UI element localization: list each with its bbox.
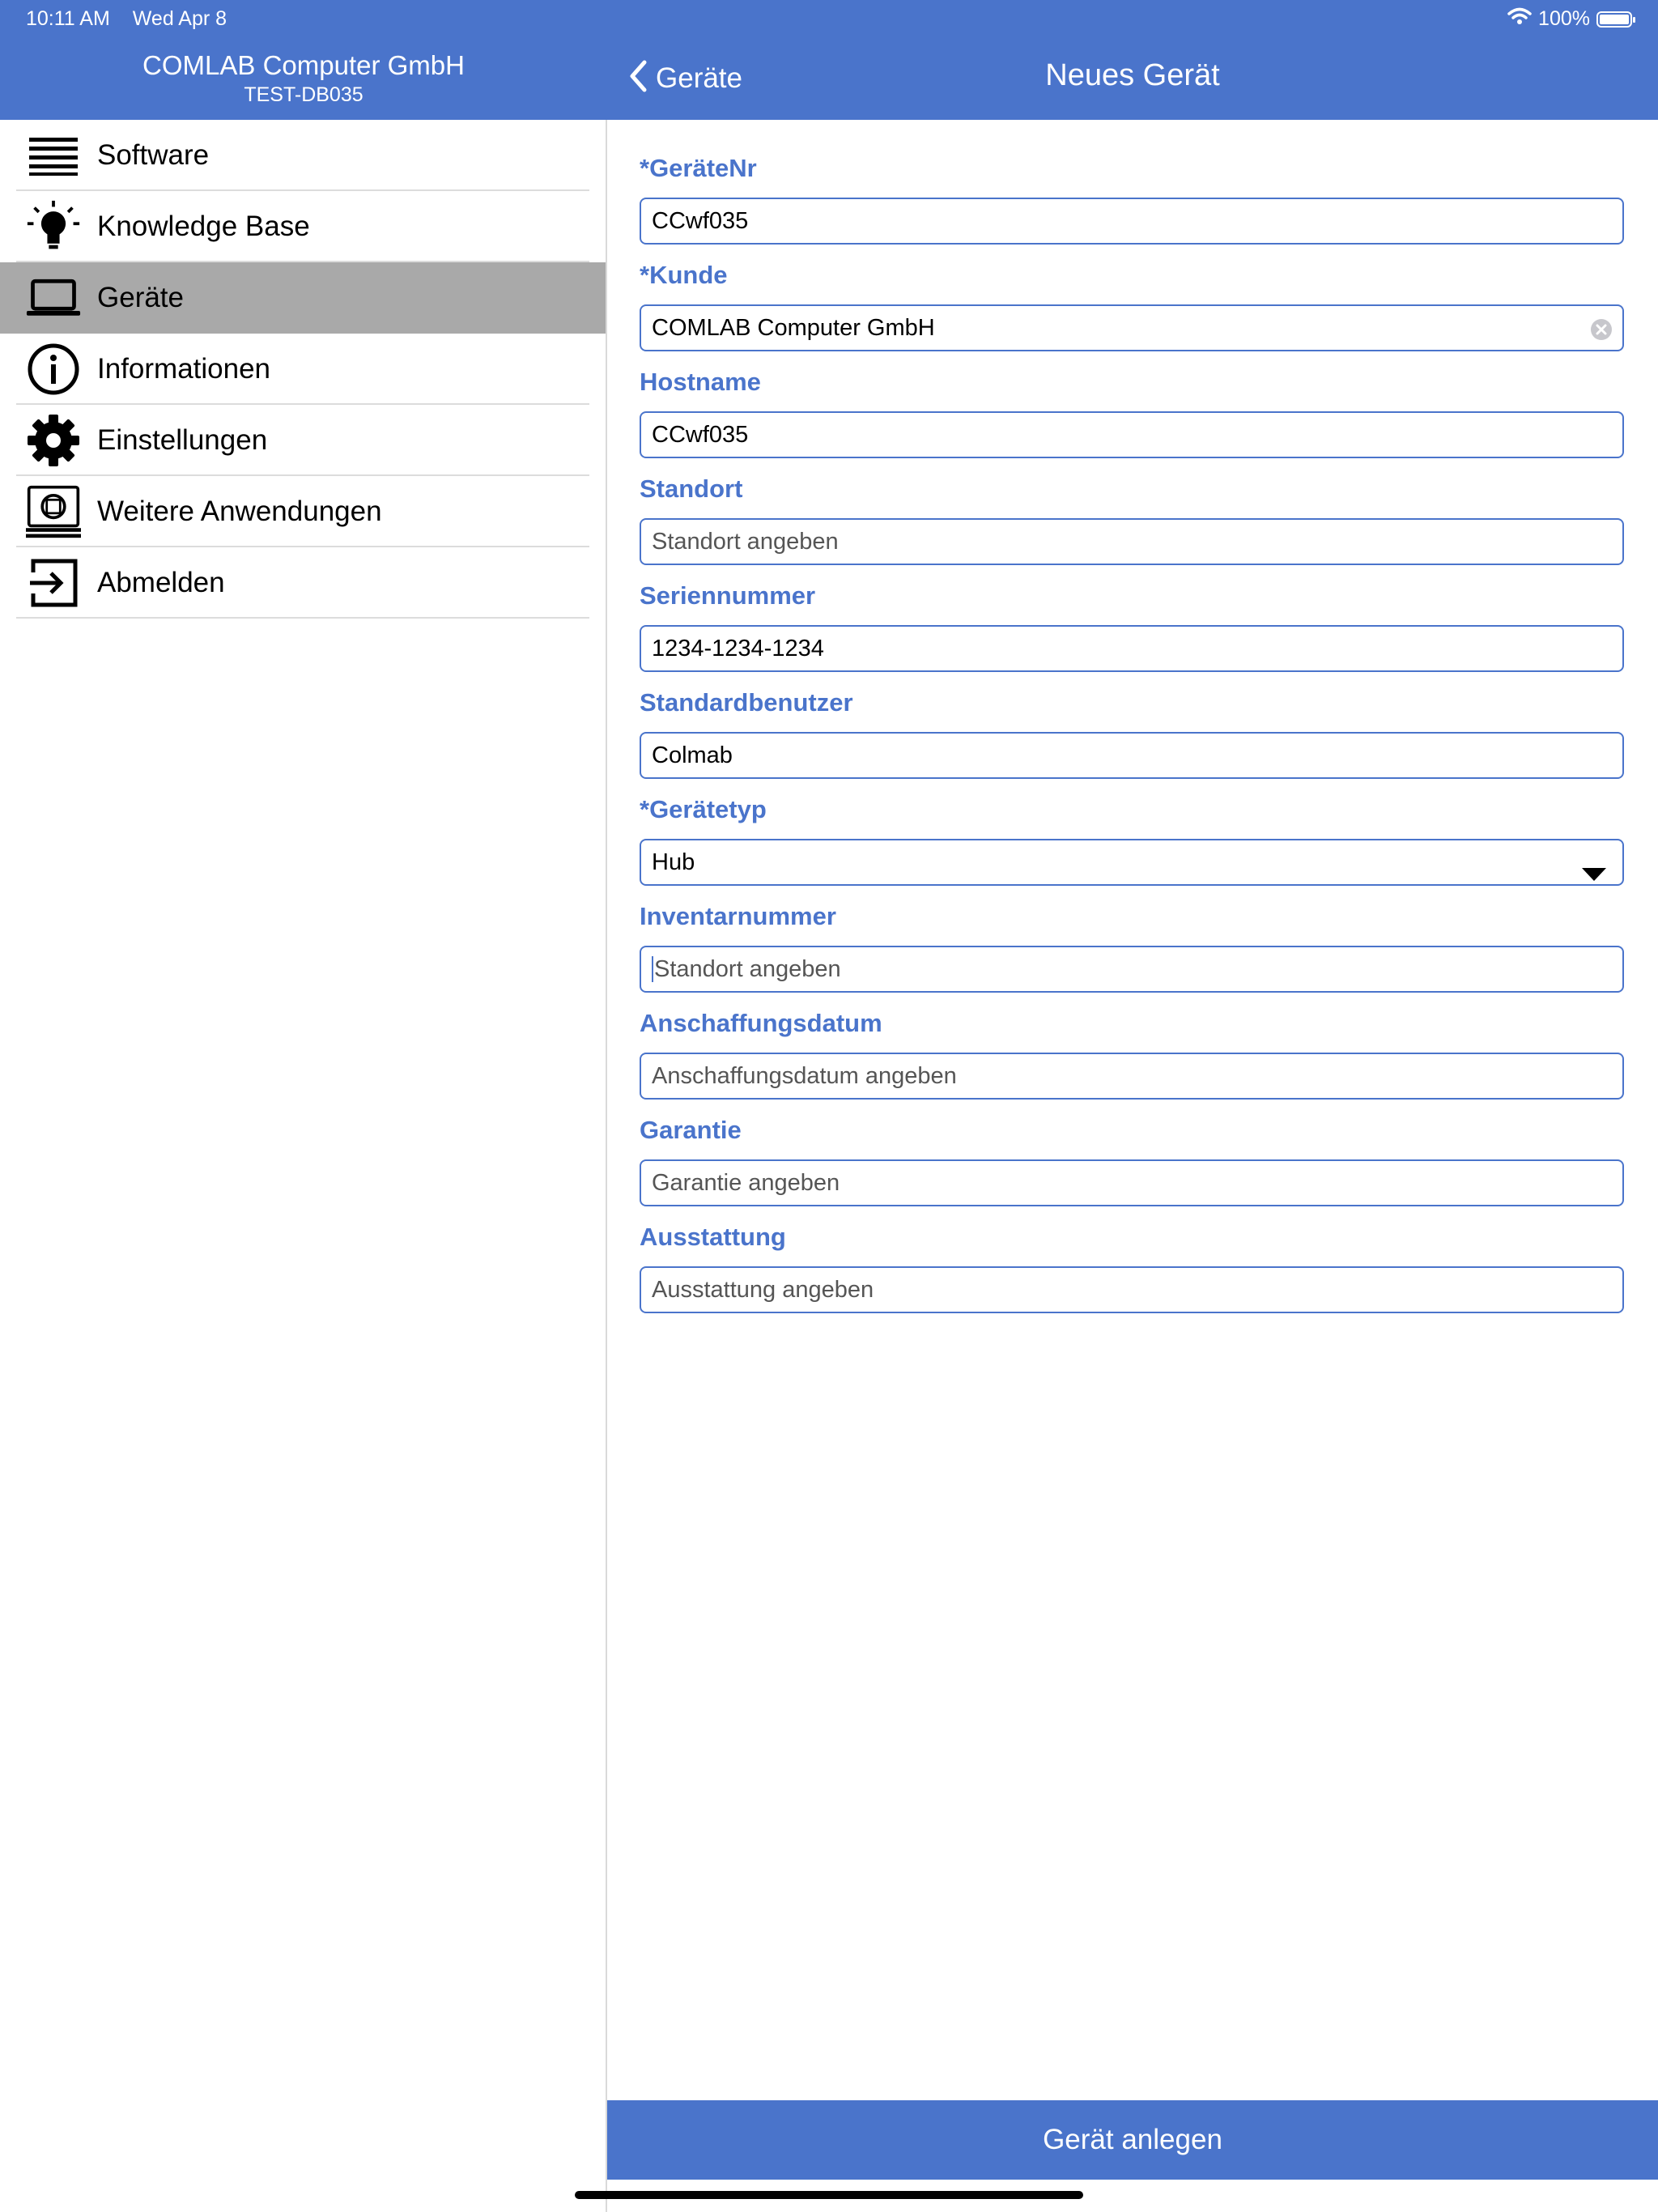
device-form — [640, 146, 1624, 1321]
sidebar-item-knowledge-base[interactable] — [0, 191, 606, 262]
lightbulb-icon — [26, 199, 81, 254]
sidebar — [0, 0, 607, 2212]
sidebar-menu — [0, 120, 606, 619]
seriennummer-input[interactable] — [640, 625, 1624, 672]
battery-percent: 100% — [1538, 7, 1590, 30]
standardbenutzer-input[interactable] — [640, 732, 1624, 779]
field-placeholder: Ausstattung angeben — [652, 1276, 874, 1303]
anschaffungsdatum-input[interactable] — [640, 1053, 1624, 1100]
battery-icon — [1596, 11, 1632, 28]
status-bar — [0, 0, 1658, 37]
field-geraetenr — [640, 146, 1624, 253]
field-ausstattung — [640, 1214, 1624, 1321]
field-geraetetyp — [640, 787, 1624, 894]
sidebar-item-label: Einstellungen — [97, 424, 268, 456]
sidebar-item-label: Software — [97, 139, 210, 171]
field-placeholder: Standort angeben — [652, 528, 839, 555]
field-label: *Kunde — [640, 261, 728, 289]
field-seriennummer — [640, 573, 1624, 680]
field-label: Hostname — [640, 368, 761, 396]
field-label: Ausstattung — [640, 1223, 786, 1251]
status-right — [1507, 7, 1632, 31]
field-label: Standort — [640, 474, 743, 503]
wifi-icon — [1507, 7, 1532, 31]
field-standardbenutzer — [640, 680, 1624, 787]
inventarnummer-input[interactable] — [640, 946, 1624, 993]
field-label: Seriennummer — [640, 581, 816, 610]
sidebar-item-label: Informationen — [97, 353, 271, 385]
field-label: Inventarnummer — [640, 902, 836, 930]
field-value: 1234-1234-1234 — [652, 635, 824, 661]
sidebar-item-label: Geräte — [97, 282, 184, 313]
status-time: 10:11 AM — [26, 7, 110, 30]
garantie-input[interactable] — [640, 1159, 1624, 1206]
field-label: Standardbenutzer — [640, 688, 853, 717]
sidebar-item-weitere-anwendungen[interactable] — [0, 476, 606, 547]
geraetenr-input[interactable] — [640, 198, 1624, 245]
page-title: Neues Gerät — [1045, 58, 1220, 92]
hostname-input[interactable] — [640, 411, 1624, 458]
logout-icon — [26, 555, 81, 610]
field-value: COMLAB Computer GmbH — [652, 314, 935, 341]
ausstattung-input[interactable] — [640, 1266, 1624, 1313]
clear-icon[interactable] — [1590, 318, 1613, 347]
field-value: CCwf035 — [652, 421, 749, 448]
field-placeholder: Garantie angeben — [652, 1169, 840, 1196]
field-placeholder: Standort angeben — [654, 955, 841, 982]
geraetetyp-select[interactable] — [640, 839, 1624, 886]
field-garantie — [640, 1108, 1624, 1214]
info-icon — [26, 342, 81, 397]
sidebar-item-label: Abmelden — [97, 567, 225, 598]
apps-icon — [26, 484, 81, 539]
field-standort — [640, 466, 1624, 573]
field-hostname — [640, 359, 1624, 466]
field-inventarnummer — [640, 894, 1624, 1001]
create-device-button[interactable]: Gerät anlegen — [607, 2100, 1658, 2180]
field-value: Hub — [652, 849, 695, 875]
field-value: CCwf035 — [652, 207, 749, 234]
field-placeholder: Anschaffungsdatum angeben — [652, 1062, 957, 1089]
field-label: Anschaffungsdatum — [640, 1009, 882, 1037]
kunde-input[interactable] — [640, 304, 1624, 351]
status-date: Wed Apr 8 — [132, 7, 227, 30]
field-anschaffungsdatum — [640, 1001, 1624, 1108]
detail-panel — [607, 0, 1658, 2212]
sidebar-item-informationen[interactable] — [0, 334, 606, 405]
company-name: COMLAB Computer GmbH — [142, 50, 465, 80]
field-label: *GeräteNr — [640, 154, 757, 182]
sidebar-item-einstellungen[interactable] — [0, 405, 606, 476]
field-label: *Gerätetyp — [640, 795, 767, 823]
home-indicator — [575, 2191, 1083, 2199]
status-left — [26, 7, 249, 31]
sidebar-item-software[interactable] — [0, 120, 606, 191]
text-cursor — [652, 956, 653, 982]
database-name: TEST-DB035 — [244, 83, 363, 106]
field-label: Garantie — [640, 1116, 742, 1144]
list-icon — [26, 128, 81, 183]
back-label: Geräte — [656, 62, 742, 94]
sidebar-item-label: Weitere Anwendungen — [97, 496, 382, 527]
field-kunde — [640, 253, 1624, 359]
laptop-icon — [26, 270, 81, 325]
chevron-down-icon — [1582, 861, 1606, 887]
gear-icon — [26, 413, 81, 468]
standort-input[interactable] — [640, 518, 1624, 565]
sidebar-item-abmelden[interactable] — [0, 547, 606, 619]
sidebar-item-label: Knowledge Base — [97, 211, 310, 242]
sidebar-item-geraete[interactable] — [0, 262, 606, 334]
field-value: Colmab — [652, 742, 733, 768]
